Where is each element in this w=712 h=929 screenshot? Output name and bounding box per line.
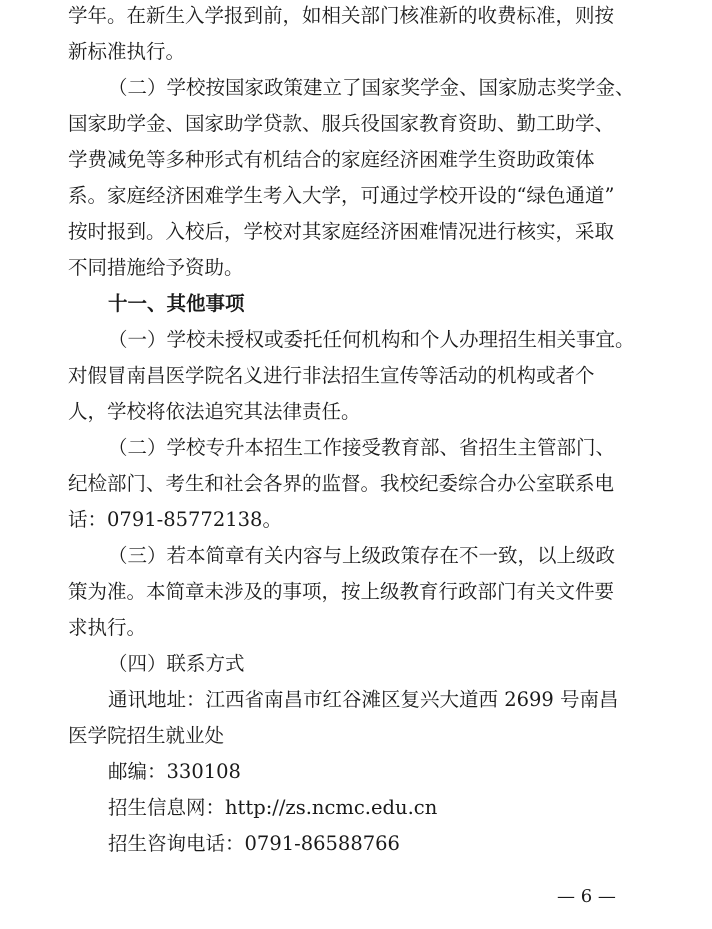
contact-address: 通讯地址：江西省南昌市红谷滩区复兴大道西 2699 号南昌 <box>108 688 619 711</box>
contact-phone: 招生咨询电话：0791-86588766 <box>108 832 400 855</box>
body-text-line: （四）联系方式 <box>108 652 245 675</box>
body-text-line: 对假冒南昌医学院名义进行非法招生宣传等活动的机构或者个 <box>68 364 595 387</box>
body-text-line: 学费减免等多种形式有机结合的家庭经济困难学生资助政策体 <box>68 148 595 171</box>
body-text-line: 国家助学金、国家助学贷款、服兵役国家教育资助、勤工助学、 <box>68 112 615 135</box>
contact-address: 医学院招生就业处 <box>68 724 225 747</box>
body-text-line: 策为准。本简章未涉及的事项，按上级教育行政部门有关文件要 <box>68 580 615 603</box>
body-text-line: （三）若本简章有关内容与上级政策存在不一致，以上级政 <box>108 544 616 567</box>
page-number-footer <box>0 883 712 911</box>
body-text-line: 纪检部门、考生和社会各界的监督。我校纪委综合办公室联系电 <box>68 472 615 495</box>
body-text-line: 人，学校将依法追究其法律责任。 <box>68 400 361 423</box>
body-text-line: （一）学校未授权或委托任何机构和个人办理招生相关事宜。 <box>108 328 635 351</box>
body-text-line: 按时报到。入校后，学校对其家庭经济困难情况进行核实，采取 <box>68 220 615 243</box>
body-text-line: 话：0791-85772138。 <box>68 508 282 531</box>
contact-website: 招生信息网：http://zs.ncmc.edu.cn <box>108 796 438 819</box>
body-text-line: 新标准执行。 <box>68 40 186 63</box>
section-heading: 十一、其他事项 <box>108 292 245 315</box>
body-text-line: 学年。在新生入学报到前，如相关部门核准新的收费标准，则按 <box>68 4 615 27</box>
contact-postcode: 邮编：330108 <box>108 760 241 783</box>
body-text-line: （二）学校专升本招生工作接受教育部、省招生主管部门、 <box>108 436 616 459</box>
body-text-line: 求执行。 <box>68 616 147 639</box>
body-text-line: （二）学校按国家政策建立了国家奖学金、国家励志奖学金、 <box>108 76 635 99</box>
body-text-line: 不同措施给予资助。 <box>68 256 244 279</box>
page-number: — 6 — <box>557 886 616 907</box>
body-text-line: 系。家庭经济困难学生考入大学，可通过学校开设的“绿色通道” <box>68 184 615 207</box>
